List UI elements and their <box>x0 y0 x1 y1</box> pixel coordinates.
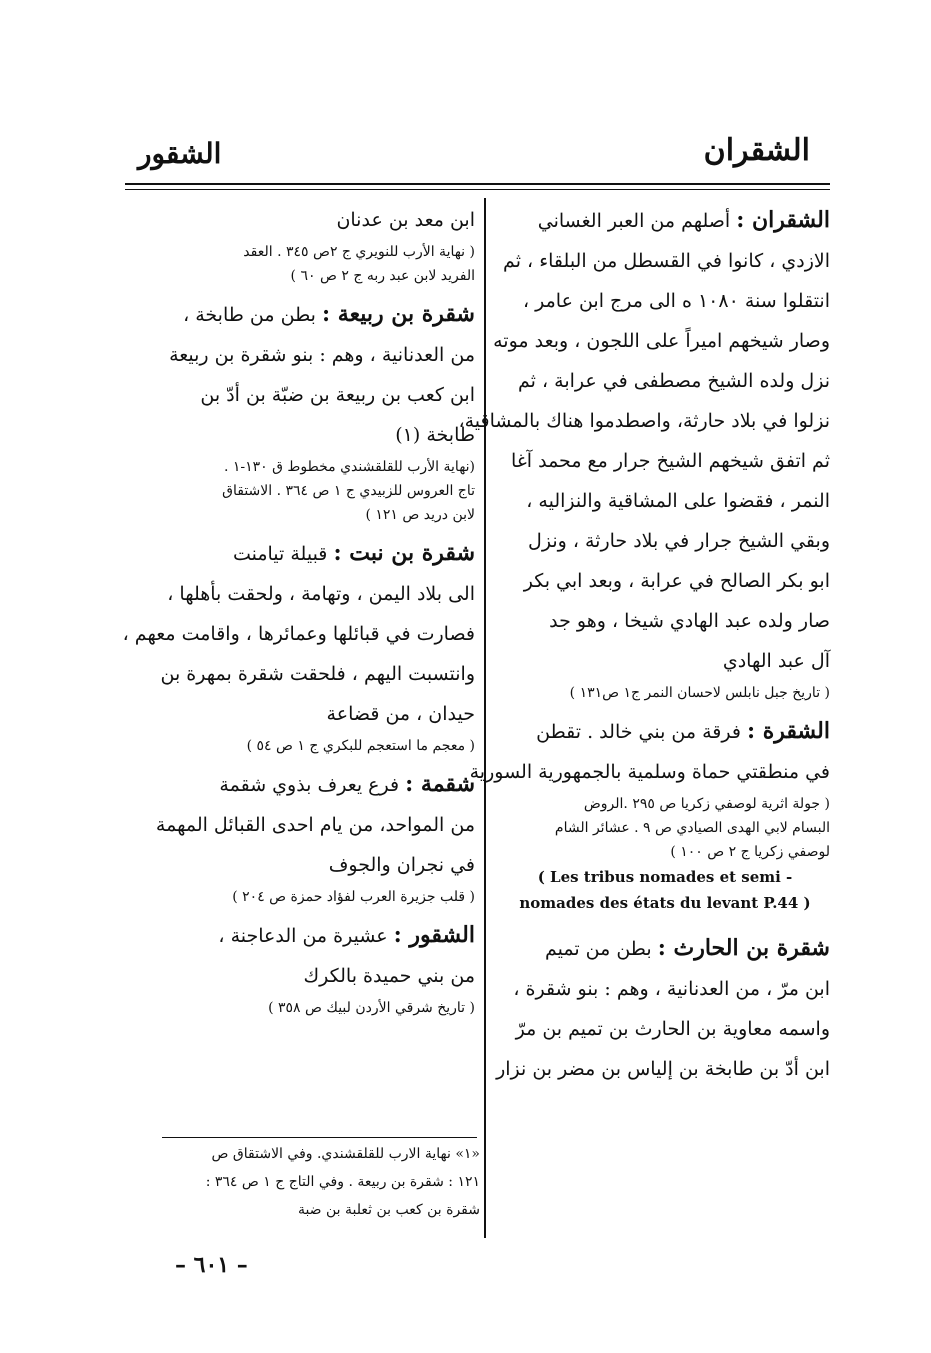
entry-source: تاج العروس للزبيدي ج ١ ص ٣٦٤ . الاشتقاق <box>222 483 475 499</box>
entry-line: في منطقتي حماة وسلمية بالجمهورية السورية <box>469 761 830 783</box>
entry-line: الى بلاد اليمن ، وتهامة ، ولحقت بأهلها ، <box>167 583 475 605</box>
entry-line: الازدي ، كانوا في القسطل من البلقاء ، ثم <box>503 250 830 272</box>
entry-line <box>500 928 830 969</box>
entry-headword: الشقور : <box>393 922 475 948</box>
entry-shaqra <box>469 711 830 916</box>
entry-source: لابن دريد ص ١٢١ ) <box>365 507 475 523</box>
entry-line: آل عبد الهادي <box>722 650 830 672</box>
footnote-rule <box>162 1137 477 1138</box>
header-rule-thin <box>125 189 830 190</box>
page-header <box>120 125 830 175</box>
page-number: – ٦٠١ – <box>175 1252 248 1278</box>
column-divider <box>484 198 486 1238</box>
footnote-line: شقرة بن كعب بن ثعلبة بن ضبة <box>297 1202 480 1218</box>
entry-line: طابخة (١) <box>395 424 475 446</box>
entry-shuqma <box>125 764 475 909</box>
entry-line: من المواحد، من يام احدى القبائل المهمة <box>155 814 475 836</box>
footnote-line: «١» نهاية الارب للقلقشندي. وفي الاشتقاق ص <box>211 1146 480 1162</box>
entry-source: ( تاريخ جبل نابلس لاحسان النمر ج١ ص١٣١ ) <box>569 685 830 701</box>
entry-source: لوصفي زكريا ج ٢ ص ١٠٠ ) <box>670 844 830 860</box>
entry-line <box>500 200 830 241</box>
entry-line <box>125 533 475 574</box>
entry-headword: شقرة بن ربيعة : <box>322 301 475 327</box>
entry-source: (نهاية الأرب للقلقشندي مخطوط ق ١٣٠-١ . <box>223 459 475 475</box>
entry-headword: شقرة بن الحارث : <box>657 935 830 961</box>
entry-line: في نجران والجوف <box>328 854 475 876</box>
entry-line: حيدان ، من قضاعة <box>326 703 475 725</box>
entry-line: ابو بكر الصالح في عرابة ، وبعد ابي بكر <box>523 570 830 592</box>
entry-continuation <box>125 200 475 288</box>
entry-text: فرع يعرف بذوي شقمة <box>219 774 400 796</box>
entry-headword: الشقرة : <box>746 718 830 744</box>
entry-line <box>125 294 475 335</box>
entry-line <box>125 764 475 805</box>
entry-text: عشيرة من الدعاجنة ، <box>218 925 388 947</box>
entry-shaqra-bin-rabia <box>125 294 475 527</box>
header-left-title: الشقور <box>138 137 222 170</box>
entry-source: ( جولة اثرية لوصفي زكريا ص ٢٩٥ .الروض <box>583 796 830 812</box>
entry-line: من العدنانية ، وهم : بنو شقرة بن ربيعة <box>169 344 475 366</box>
right-column <box>458 200 830 1095</box>
header-right-title: الشقران <box>703 133 810 168</box>
entry-text: بطن من طابخة ، <box>183 304 316 326</box>
entry-shuqur <box>125 915 475 1020</box>
entry-source: ( قلب جزيرة العرب لفؤاد حمزة ص ٢٠٤ ) <box>232 889 475 905</box>
entry-line: نزل ولده الشيخ مصطفى في عرابة ، ثم <box>517 370 830 392</box>
entry-headword: شقرة بن نبت : <box>333 540 475 566</box>
entry-headword: الشقران : <box>736 207 830 233</box>
entry-line: واسمه معاوية بن الحارث بن تميم بن مرّ <box>515 1018 830 1040</box>
entry-line: ابن معد بن عدنان <box>336 209 475 231</box>
entry-text: فرقة من بني خالد . تقطن <box>536 721 741 743</box>
entry-line: فصارت في قبائلها وعمائرها ، واقامت معهم ، <box>122 623 475 645</box>
entry-line: وانتسبت اليهم ، فلحقت شقرة بمهرة بن <box>160 663 475 685</box>
entry-line: ابن كعب بن ربيعة بن ضبّة بن أدّ بن <box>200 384 475 406</box>
entry-line: نزلوا في بلاد حارثة، واصطدموا هناك بالمشاقية، <box>458 410 830 432</box>
entry-line: ثم اتفق شيخهم الشيخ جرار مع محمد آغا <box>511 450 830 472</box>
entry-line: وصار شيخهم اميراً على اللجون ، وبعد موته <box>493 330 830 352</box>
entry-line: ابن مرّ ، من العدنانية ، وهم : بنو شقرة ، <box>513 978 830 1000</box>
entry-source: الفريد لابن عبد ربه ج ٢ ص ٦٠ ) <box>290 268 475 284</box>
footnote-line: ١٢١ : شقرة بن ربيعة . وفي التاج ج ١ ص ٣٦٤ : <box>205 1174 480 1190</box>
entry-text: قبيلة تيامنت <box>232 543 328 565</box>
entry-source: ( تاريخ شرقي الأردن لبيك ص ٣٥٨ ) <box>268 1000 475 1016</box>
entry-shaqran <box>458 200 830 705</box>
header-rule-thick <box>125 183 830 185</box>
entry-line: انتقلوا سنة ١٠٨٠ ه الى مرج ابن عامر ، <box>522 290 830 312</box>
entry-text: بطن من تميم <box>544 938 652 960</box>
entry-line: وبقي الشيخ جرار في بلاد حارثة ، ونزل <box>528 530 830 552</box>
entry-source: ( معجم ما استعجم للبكري ج ١ ص ٥٤ ) <box>246 738 475 754</box>
entry-shaqra-bin-nabt <box>122 533 475 758</box>
entry-shaqra-bin-harith <box>496 928 830 1089</box>
entry-line: ابن أدّ بن طابخة بن إلياس بن مضر بن نزار <box>496 1058 830 1080</box>
entry-line: من بني حميدة بالكرك <box>303 965 475 987</box>
entry-text: أصلهم من العبر الغساني <box>537 210 731 232</box>
entry-headword: شقمة : <box>405 771 475 797</box>
entry-line <box>125 915 475 956</box>
entry-latin-source: ( Les tribus nomades et semi - <box>537 868 793 886</box>
entry-source: ( نهاية الأرب للنويري ج ٢ص ٣٤٥ . العقد <box>243 244 475 260</box>
footnote <box>160 1140 480 1224</box>
left-column <box>122 200 475 1026</box>
entry-line: صار ولده عبد الهادي شيخا ، وهو جد <box>549 610 830 632</box>
entry-source: البسام لابي الهدى الصيادي ص ٩ . عشائر الشام <box>554 820 830 836</box>
entry-line: النمر ، فقضوا على المشاقية والنزاليه ، <box>526 490 830 512</box>
entry-line <box>500 711 830 752</box>
entry-latin-source: nomades des états du levant P.44 ) <box>519 894 811 912</box>
